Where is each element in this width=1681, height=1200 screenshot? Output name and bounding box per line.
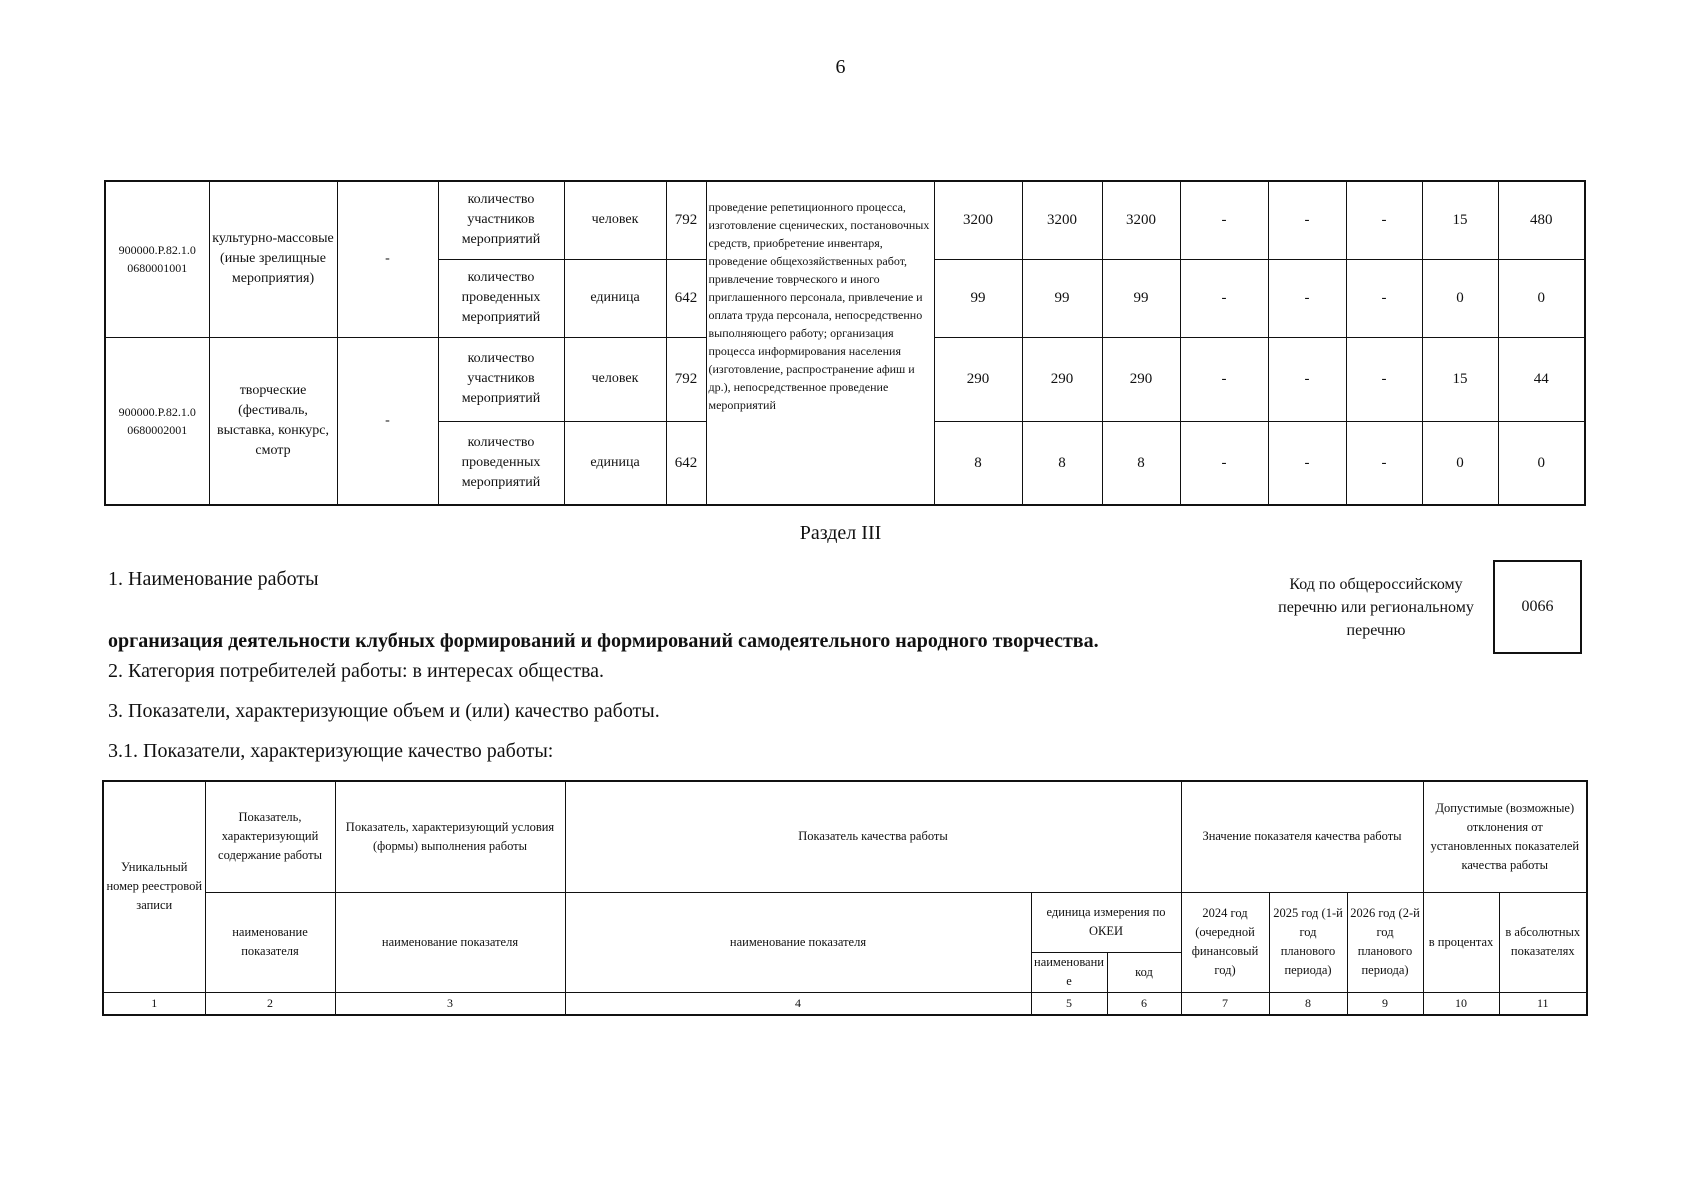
unit-code: 792 (666, 337, 706, 421)
quality-indicators-heading: 3.1. Показатели, характеризующие качество работы: (108, 740, 554, 762)
fee-2025: - (1268, 181, 1346, 259)
fee-2026: - (1346, 259, 1422, 337)
subheader-content-name: наименование показателя (205, 892, 335, 992)
unit-name: единица (564, 421, 666, 505)
fee-2024: - (1180, 337, 1268, 421)
value-2025: 99 (1022, 259, 1102, 337)
consumer-category: 2. Категория потребителей работы: в интересах общества. (108, 660, 605, 682)
deviation-percent: 0 (1422, 259, 1498, 337)
fee-2024: - (1180, 259, 1268, 337)
unit-name: единица (564, 259, 666, 337)
header-conditions: Показатель, характеризующий условия (формы) выполнения работы (335, 781, 565, 892)
column-number: 1 (103, 992, 205, 1015)
table-row (105, 181, 1585, 259)
unit-code: 642 (666, 259, 706, 337)
value-2024: 3200 (934, 181, 1022, 259)
registry-code-value: 0066 (1521, 598, 1554, 615)
subheader-2026: 2026 год (2-й год планового периода) (1347, 892, 1423, 992)
deviation-percent: 15 (1422, 337, 1498, 421)
indicator-name: количество участников мероприятий (438, 337, 564, 421)
registry-code-label: Код по общероссийскому перечню или региональному перечню (1278, 576, 1474, 639)
column-number: 2 (205, 992, 335, 1015)
unit-code: 792 (666, 181, 706, 259)
fee-2025: - (1268, 421, 1346, 505)
registry-number: 900000.Р.82.1.0 0680001001 (105, 181, 209, 337)
value-2026: 290 (1102, 337, 1180, 421)
fee-2026: - (1346, 181, 1422, 259)
value-2026: 8 (1102, 421, 1180, 505)
fee-2024: - (1180, 181, 1268, 259)
condition-indicator: - (337, 337, 438, 505)
value-2025: 290 (1022, 337, 1102, 421)
subheader-quality-name: наименование показателя (565, 892, 1031, 992)
deviation-absolute: 0 (1498, 259, 1585, 337)
deviation-absolute: 44 (1498, 337, 1585, 421)
fee-2026: - (1346, 421, 1422, 505)
column-number: 5 (1031, 992, 1107, 1015)
value-2024: 99 (934, 259, 1022, 337)
deviation-percent: 0 (1422, 421, 1498, 505)
indicator-name: количество проведенных мероприятий (438, 421, 564, 505)
work-name: организация деятельности клубных формирований и формирований самодеятельного народного творчества. (108, 630, 1099, 652)
column-number: 9 (1347, 992, 1423, 1015)
work-description: проведение репетиционного процесса, изготовление сценических, постановочных средств, приобретение инвентаря, проведение общехозяйственных работ, привлечение товрческого и иного приглашенного персонала, привлечение и оплата труда персонала, непосредственно выполняющего работу; организация процесса информирования населения (изготовление, распространение афиш и др.), непосредственное проведение мероприятий (706, 181, 934, 505)
header-registry: Уникальный номер реестровой записи (103, 781, 205, 992)
column-number: 6 (1107, 992, 1181, 1015)
indicator-name: количество участников мероприятий (438, 181, 564, 259)
header-content: Показатель, характеризующий содержание работы (205, 781, 335, 892)
indicator-name: количество проведенных мероприятий (438, 259, 564, 337)
unit-name: человек (564, 337, 666, 421)
content-indicator: культурно-массовые (иные зрелищные мероприятия) (209, 181, 337, 337)
column-number: 8 (1269, 992, 1347, 1015)
value-2025: 8 (1022, 421, 1102, 505)
column-number: 10 (1423, 992, 1499, 1015)
fee-2025: - (1268, 259, 1346, 337)
table-row (103, 992, 1587, 1015)
fee-2025: - (1268, 337, 1346, 421)
content-indicator: творческие (фестиваль, выставка, конкурс, смотр (209, 337, 337, 505)
subheader-2025: 2025 год (1-й год планового периода) (1269, 892, 1347, 992)
header-quality: Показатель качества работы (565, 781, 1181, 892)
subheader-unit: единица измерения по ОКЕИ (1031, 892, 1181, 952)
indicators-heading: 3. Показатели, характеризующие объем и (или) качество работы. (108, 700, 660, 722)
condition-indicator: - (337, 181, 438, 337)
work-name-label: 1. Наименование работы (108, 568, 319, 590)
subheader-2024: 2024 год (очередной финансовый год) (1181, 892, 1269, 992)
unit-name: человек (564, 181, 666, 259)
column-number: 7 (1181, 992, 1269, 1015)
column-number: 3 (335, 992, 565, 1015)
registry-number: 900000.Р.82.1.0 0680002001 (105, 337, 209, 505)
value-2024: 290 (934, 337, 1022, 421)
subheader-absolute: в абсолютных показателях (1499, 892, 1587, 992)
subheader-percent: в процентах (1423, 892, 1499, 992)
subheader-unit-name: наименование (1031, 952, 1107, 992)
deviation-absolute: 480 (1498, 181, 1585, 259)
section-title: Раздел III (799, 522, 882, 544)
column-number: 11 (1499, 992, 1587, 1015)
page-number: 6 (835, 56, 846, 78)
deviation-absolute: 0 (1498, 421, 1585, 505)
header-values: Значение показателя качества работы (1181, 781, 1423, 892)
value-2026: 99 (1102, 259, 1180, 337)
registry-code-box (1493, 560, 1582, 654)
unit-code: 642 (666, 421, 706, 505)
column-number: 4 (565, 992, 1031, 1015)
fee-2026: - (1346, 337, 1422, 421)
value-2026: 3200 (1102, 181, 1180, 259)
table-row (103, 781, 1587, 892)
value-2024: 8 (934, 421, 1022, 505)
fee-2024: - (1180, 421, 1268, 505)
header-deviation: Допустимые (возможные) отклонения от установленных показателей качества работы (1423, 781, 1587, 892)
value-2025: 3200 (1022, 181, 1102, 259)
table-row (103, 892, 1587, 952)
quality-indicators-table (102, 780, 1588, 1016)
subheader-unit-code: код (1107, 952, 1181, 992)
volume-indicators-table (104, 180, 1586, 506)
subheader-conditions-name: наименование показателя (335, 892, 565, 992)
deviation-percent: 15 (1422, 181, 1498, 259)
